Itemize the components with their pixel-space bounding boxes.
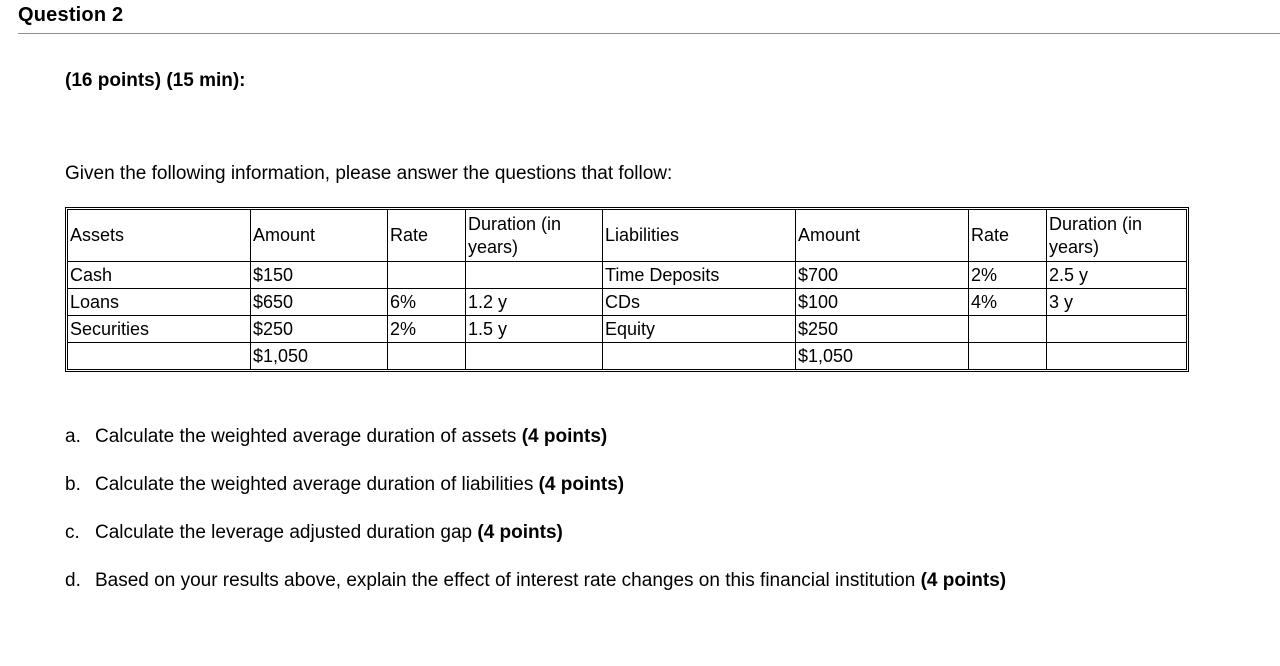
question-text: Calculate the leverage adjusted duration gap: [95, 522, 478, 543]
table-header-row: [68, 210, 1187, 262]
table-cell: [969, 316, 1047, 343]
financial-table-wrapper: [65, 207, 1189, 372]
table-cell: $250: [796, 316, 969, 343]
document-content: [0, 70, 1280, 592]
question-points: (4 points): [538, 474, 625, 495]
table-cell: 3 y: [1047, 289, 1187, 316]
header-cell-amount-assets: Amount: [251, 210, 388, 262]
question-item-d: [65, 570, 1190, 592]
table-cell: [1047, 343, 1187, 370]
header-cell-duration-assets: Duration (in years): [466, 210, 603, 262]
header-divider: [18, 33, 1280, 34]
header-cell-liabilities: Liabilities: [603, 210, 796, 262]
points-line: (16 points) (15 min):: [65, 70, 246, 91]
question-label: c.: [65, 522, 80, 543]
table-cell: 2.5 y: [1047, 262, 1187, 289]
header-cell-amount-liabilities: Amount: [796, 210, 969, 262]
header-cell-duration-liabilities: Duration (in years): [1047, 210, 1187, 262]
table-cell: $150: [251, 262, 388, 289]
document-header: [0, 0, 1280, 34]
question-list: [65, 426, 1190, 592]
table-cell: 4%: [969, 289, 1047, 316]
table-cell: [388, 343, 466, 370]
table-cell: [969, 343, 1047, 370]
table-cell: $1,050: [251, 343, 388, 370]
table-cell: [466, 343, 603, 370]
header-cell-rate-assets: Rate: [388, 210, 466, 262]
question-text: Based on your results above, explain the effect of interest rate changes on this financial institution: [95, 570, 921, 591]
table-cell: $650: [251, 289, 388, 316]
table-cell: [603, 343, 796, 370]
page-title: Question 2: [18, 4, 124, 26]
question-item-a: [65, 426, 1190, 448]
table-row-cash: [68, 262, 1187, 289]
table-cell: [1047, 316, 1187, 343]
table-cell: Equity: [603, 316, 796, 343]
question-points: (4 points): [521, 426, 608, 447]
question-label: a.: [65, 426, 81, 447]
table-cell: $700: [796, 262, 969, 289]
table-cell: 1.5 y: [466, 316, 603, 343]
table-cell: CDs: [603, 289, 796, 316]
header-cell-assets: Assets: [68, 210, 251, 262]
table-cell: $1,050: [796, 343, 969, 370]
table-cell: $250: [251, 316, 388, 343]
table-cell: 2%: [388, 316, 466, 343]
table-cell: Cash: [68, 262, 251, 289]
intro-text: Given the following information, please answer the questions that follow:: [65, 163, 673, 184]
table-cell: Loans: [68, 289, 251, 316]
question-item-b: [65, 474, 1190, 496]
question-text: Calculate the weighted average duration of liabilities: [95, 474, 539, 495]
table-cell: Time Deposits: [603, 262, 796, 289]
question-points: (4 points): [920, 570, 1007, 591]
table-cell: 2%: [969, 262, 1047, 289]
question-label: d.: [65, 570, 81, 591]
table-cell: 6%: [388, 289, 466, 316]
table-cell: 1.2 y: [466, 289, 603, 316]
question-item-c: [65, 522, 1190, 544]
table-row-loans: [68, 289, 1187, 316]
header-cell-rate-liabilities: Rate: [969, 210, 1047, 262]
table-row-securities: [68, 316, 1187, 343]
question-label: b.: [65, 474, 81, 495]
table-cell: [68, 343, 251, 370]
table-cell: [466, 262, 603, 289]
table-cell: [388, 262, 466, 289]
question-text: Calculate the weighted average duration of assets: [95, 426, 522, 447]
financial-table: [67, 209, 1187, 370]
table-row-totals: [68, 343, 1187, 370]
question-points: (4 points): [477, 522, 563, 543]
table-cell: Securities: [68, 316, 251, 343]
table-cell: $100: [796, 289, 969, 316]
